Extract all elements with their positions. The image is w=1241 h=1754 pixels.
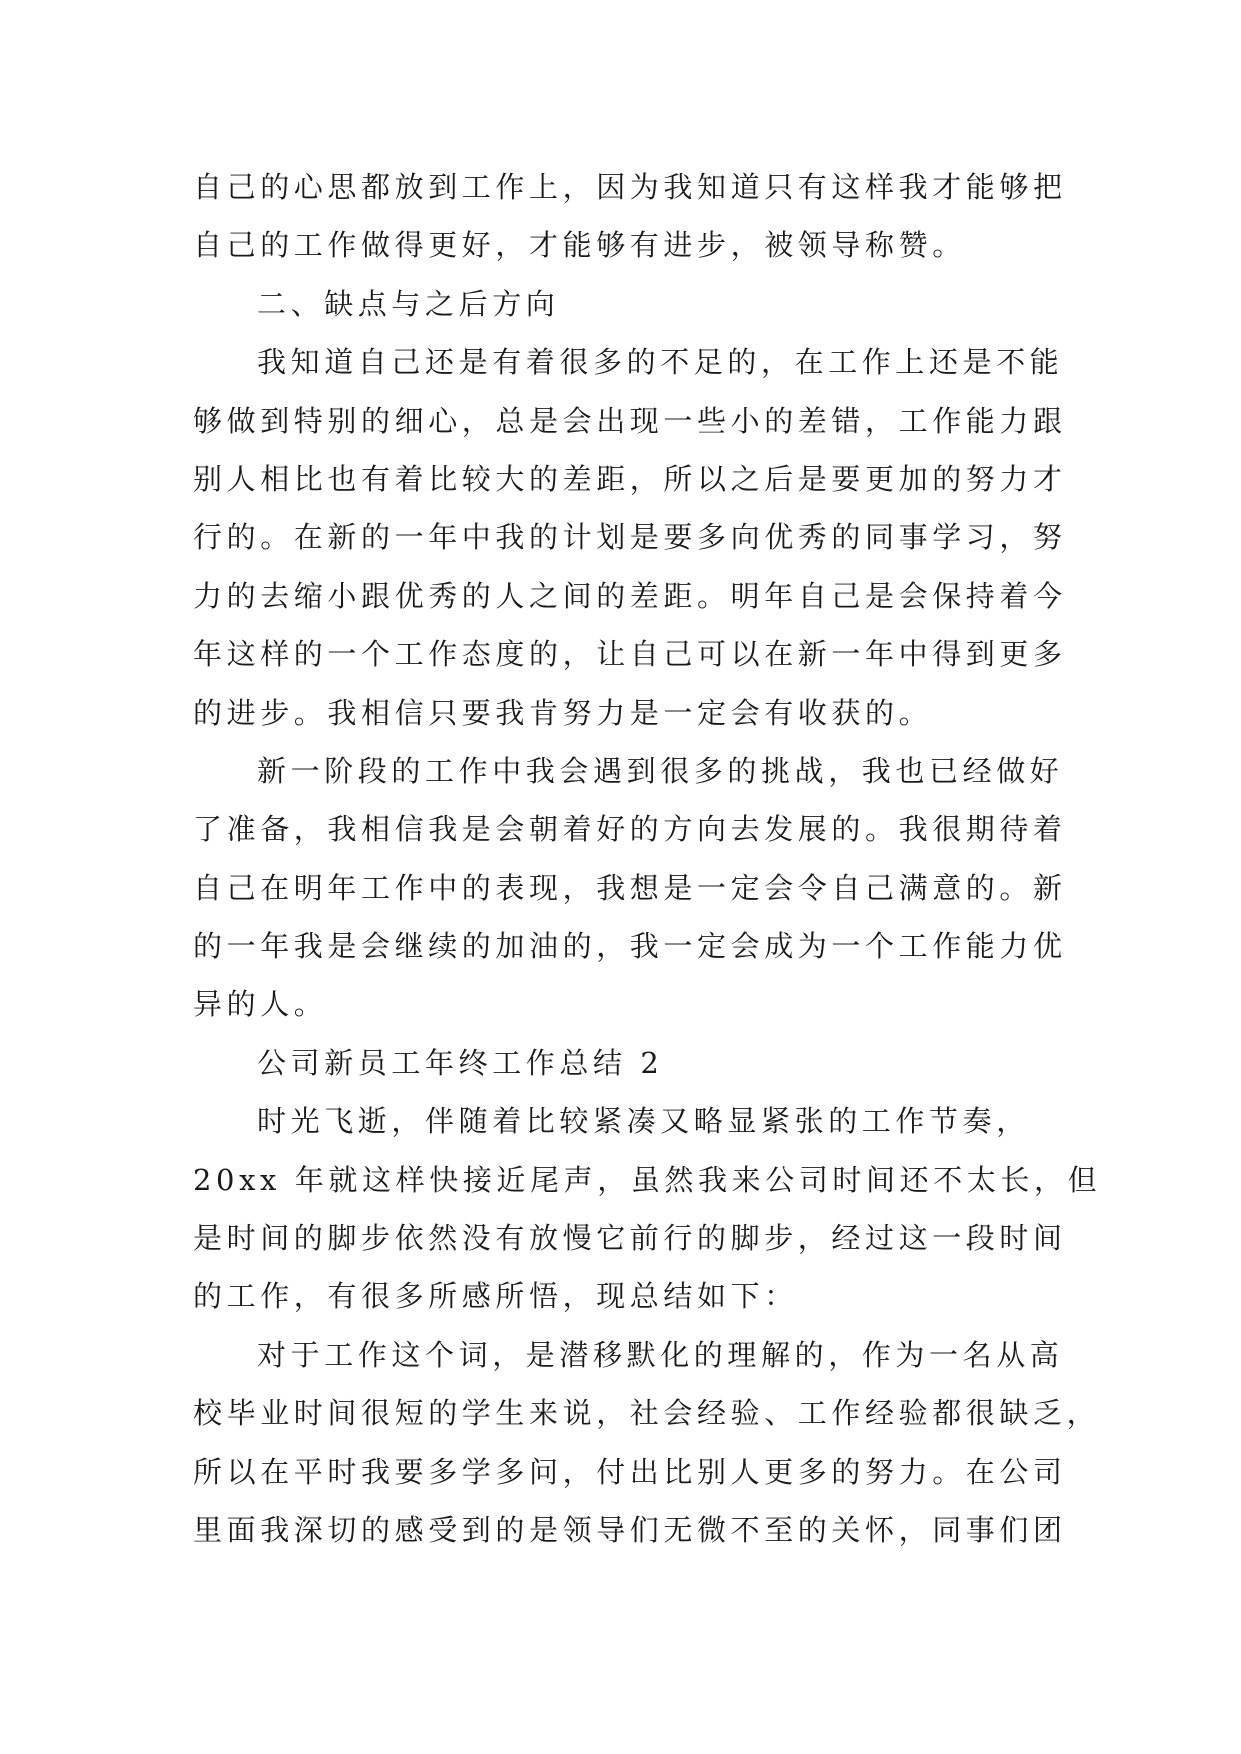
text-line-7: 行的。在新的一年中我的计划是要多向优秀的同事学习，努 <box>193 520 1067 555</box>
text-line-5: 够做到特别的细心，总是会出现一些小的差错，工作能力跟 <box>193 403 1067 438</box>
text-line-10: 的进步。我相信只要我肯努力是一定会有收获的。 <box>193 695 933 730</box>
text-line-21: 对于工作这个词，是潜移默化的理解的，作为一名从高 <box>257 1337 1064 1372</box>
text-line-9: 年这样的一个工作态度的，让自己可以在新一年中得到更多 <box>193 637 1067 672</box>
text-line-6: 别人相比也有着比较大的差距，所以之后是要更加的努力才 <box>193 461 1067 496</box>
text-line-1: 自己的心思都放到工作上，因为我知道只有这样我才能够把 <box>193 170 1067 204</box>
text-line-11: 新一阶段的工作中我会遇到很多的挑战，我也已经做好 <box>257 753 1064 788</box>
text-line-17: 时光飞逝，伴随着比较紧凑又略显紧张的工作节奏， <box>257 1104 1030 1139</box>
text-line-20: 的工作，有很多所感所悟，现总结如下： <box>193 1279 798 1314</box>
text-line-15: 异的人。 <box>193 987 328 1022</box>
section-heading: 二、缺点与之后方向 <box>257 286 560 321</box>
text-line-8: 力的去缩小跟优秀的人之间的差距。明年自己是会保持着今 <box>193 578 1067 613</box>
document-body <box>193 158 1102 1559</box>
text-line-13: 自己在明年工作中的表现，我想是一定会令自己满意的。新 <box>193 870 1067 905</box>
document-subtitle: 公司新员工年终工作总结 2 <box>257 1045 664 1080</box>
text-line-2: 自己的工作做得更好，才能够有进步，被领导称赞。 <box>193 228 966 263</box>
text-line-23: 所以在平时我要多学多问，付出比别人更多的努力。在公司 <box>193 1454 1067 1489</box>
text-line-14: 的一年我是会继续的加油的，我一定会成为一个工作能力优 <box>193 929 1067 964</box>
text-line-19: 是时间的脚步依然没有放慢它前行的脚步，经过这一段时间 <box>193 1221 1067 1256</box>
text-line-24: 里面我深切的感受到的是领导们无微不至的关怀，同事们团 <box>193 1512 1067 1547</box>
text-line-4: 我知道自己还是有着很多的不足的，在工作上还是不能 <box>257 345 1064 380</box>
text-line-18: 20xx 年就这样快接近尾声，虽然我来公司时间还不太长，但 <box>193 1162 1102 1197</box>
text-line-12: 了准备，我相信我是会朝着好的方向去发展的。我很期待着 <box>193 812 1067 847</box>
text-line-22: 校毕业时间很短的学生来说，社会经验、工作经验都很缺乏， <box>193 1396 1101 1431</box>
